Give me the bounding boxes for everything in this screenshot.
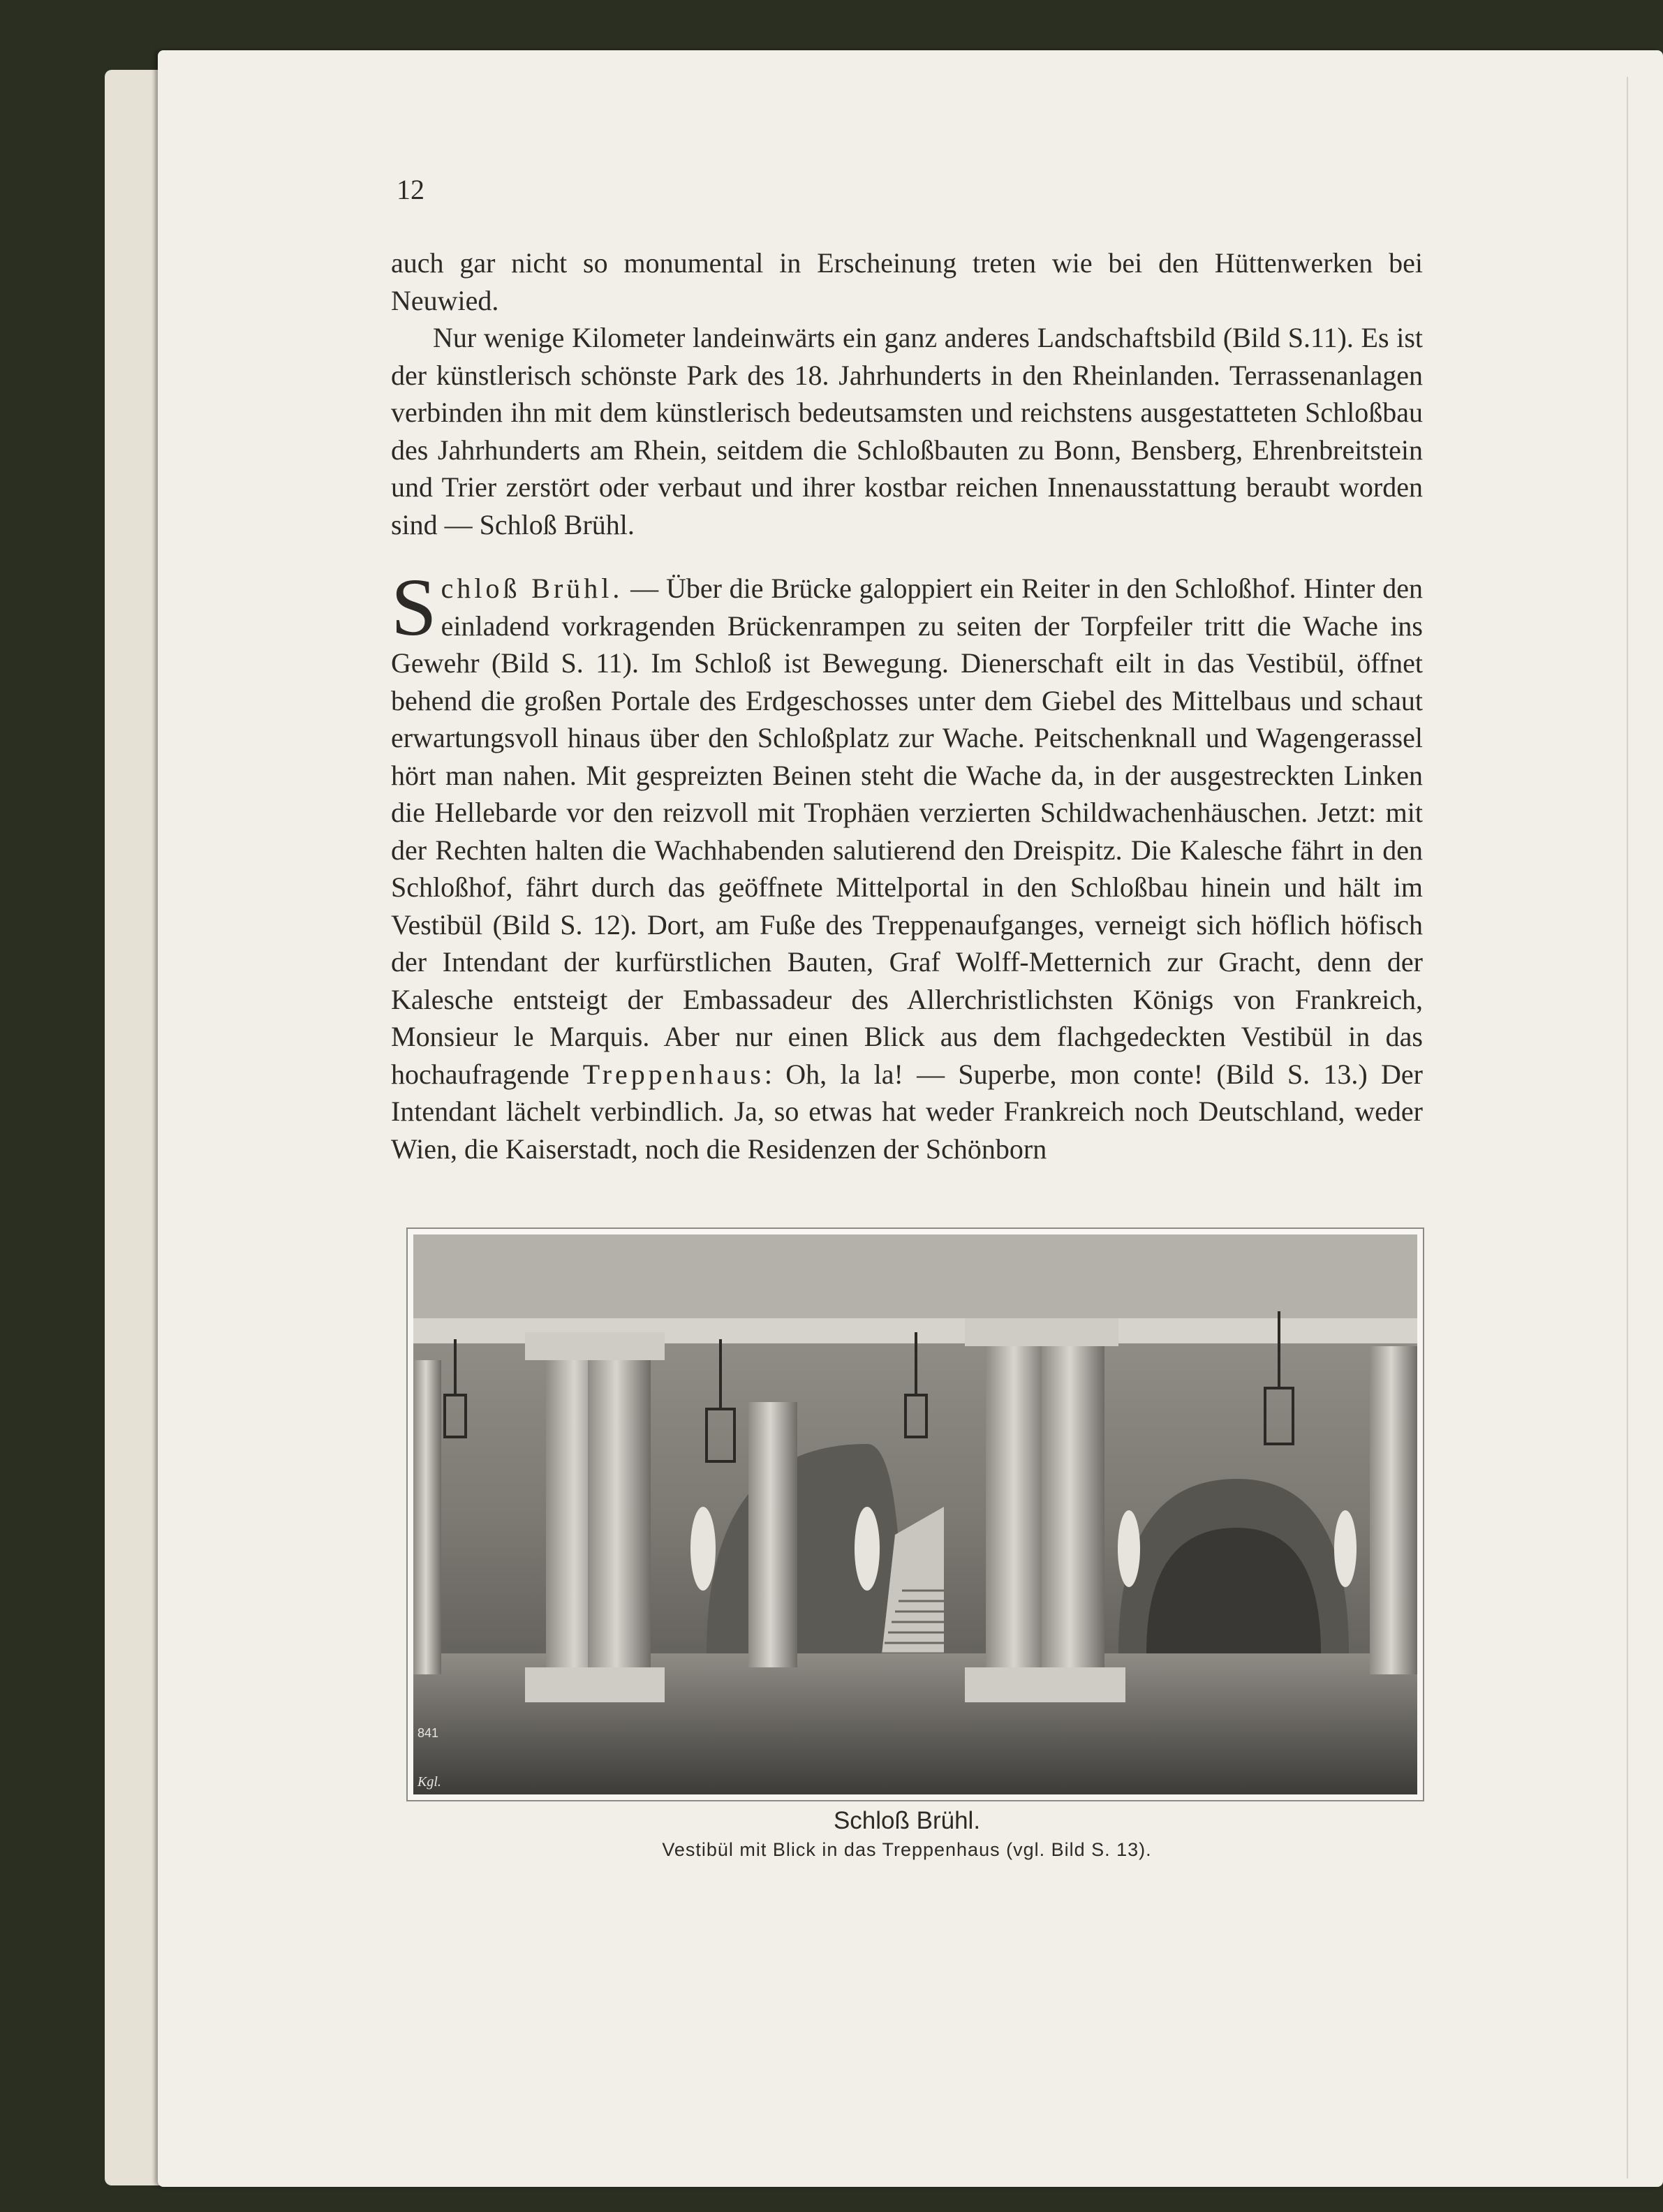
paragraph-2: Nur wenige Kilometer landeinwärts ein ganz anderes Landschaftsbild (Bild S.11). Es ist der künstlerisch schönste Park des 18. Jahrhunderts in den Rheinlanden. Terrassenanlagen verbinden ihn mit dem künstlerisch bedeutsamsten und reichstens ausgestatteten Schloßbau des Jahrhunderts am Rhein, seitdem die Schloßbauten zu Bonn, Bensberg, Ehrenbreitstein und Trier zerstört oder verbaut und ihrer kostbar reichen Innenausstattung beraubt worden sind — Schloß Brühl. <box>391 322 1423 540</box>
photographer-monogram: Kgl. <box>417 1774 441 1790</box>
vestibule-photograph <box>413 1234 1417 1794</box>
section-heading: chloß Brühl. <box>441 573 623 604</box>
paragraph-1: auch gar nicht so monumental in Erscheinung treten wie bei den Hüttenwerken bei Neuwied. <box>391 247 1423 316</box>
page-edge <box>1627 77 1636 2178</box>
plate-number: 841 <box>417 1726 439 1740</box>
body-text <box>391 244 1423 1167</box>
drop-cap: S <box>391 561 437 653</box>
section-text-2: : Oh, la la! — Superbe, mon conte! (Bild S. 13.) Der Intendant lächelt verbindlich. Ja, so etwas hat weder Frankreich noch Deutschland, weder Wien, die Kaiserstadt, noch die Residenzen der Schönborn <box>391 1058 1423 1165</box>
section-paragraph <box>391 561 1423 1167</box>
spaced-word: Treppenhaus <box>582 1058 764 1090</box>
figure-photo <box>406 1227 1424 1801</box>
figure-caption-title: Schloß Brühl. <box>833 1807 981 1834</box>
figure-caption-subtitle: Vestibül mit Blick in das Treppenhaus (vgl. Bild S. 13). <box>662 1839 1152 1860</box>
page-number: 12 <box>397 174 424 205</box>
section-text-1: — Über die Brücke galoppiert ein Reiter in den Schloßhof. Hinter den einladend vorkragenden Brückenrampen zu seiten der Torpfeiler tritt die Wache ins Gewehr (Bild S. 11). Im Schloß ist Bewegung. Dienerschaft eilt in das Vestibül, öffnet behend die großen Portale des Erdgeschosses unter dem Giebel des Mittelbaus und schaut erwartungsvoll hinaus über den Schloßplatz zur Wache. Peitschenknall und Wagengerassel hört man nahen. Mit gespreizten Beinen steht die Wache da, in der ausgestreckten Linken die Hellebarde vor den reizvoll mit Trophäen verzierten Schildwachenhäuschen. Jetzt: mit der Rechten halten die Wachhabenden salutierend den Dreispitz. Die Kalesche fährt in den Schloßhof, fährt durch das geöffnete Mittelportal in den Schloßbau hinein und hält im Vestibül (Bild S. 12). Dort, am Fuße des Treppenaufganges, verneigt sich höflich höfisch der Intendant der kurfürstlichen Bauten, Graf Wolff-Metternich zur Gracht, denn der Kalesche entsteigt der Embassadeur des Allerchristlichsten Königs von Frankreich, Monsieur le Marquis. Aber nur einen Blick aus dem flachgedeckten Vestibül in das hochaufragende <box>391 573 1423 1090</box>
